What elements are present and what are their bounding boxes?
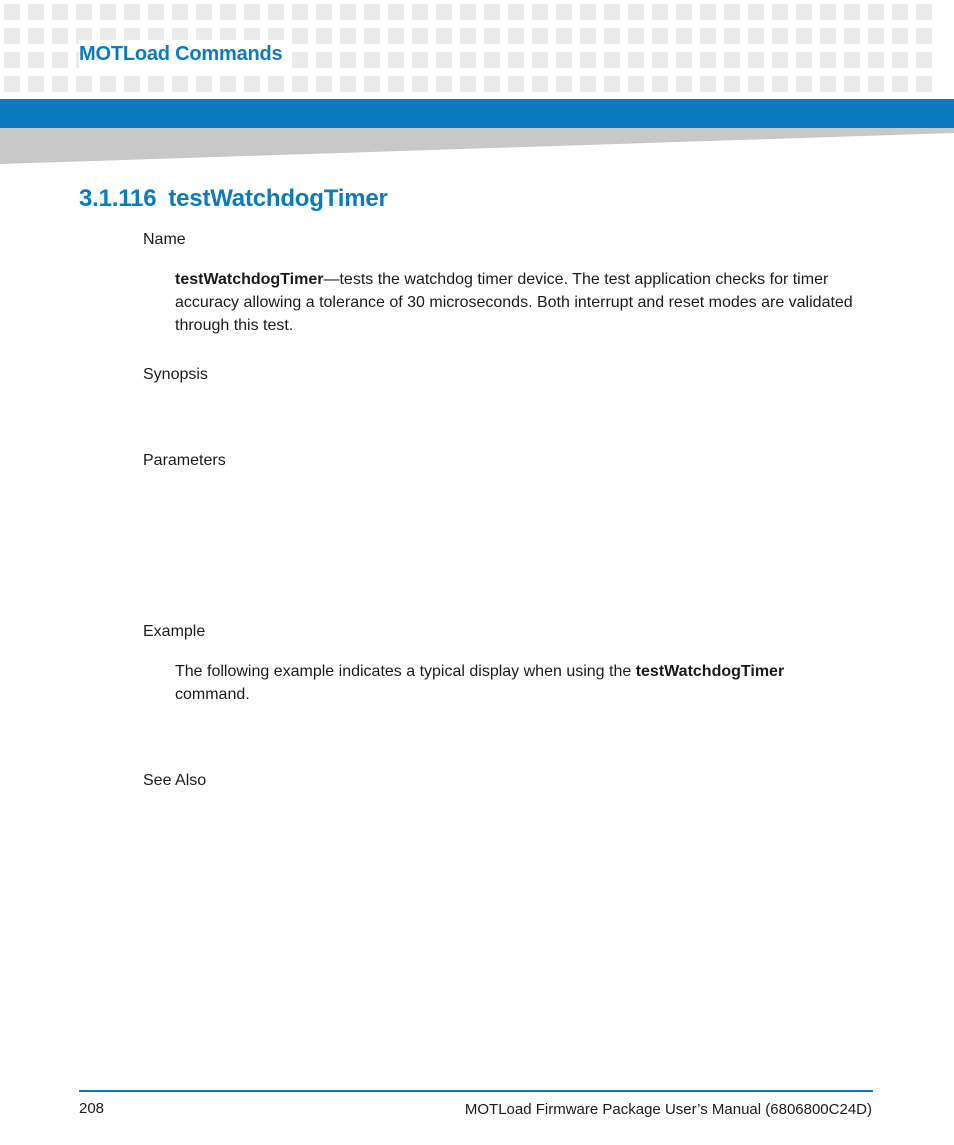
example-command-name: testWatchdogTimer — [635, 663, 785, 680]
pattern-square — [580, 4, 596, 20]
label-name: Name — [143, 231, 186, 248]
pattern-square — [268, 4, 284, 20]
pattern-square — [916, 4, 932, 20]
pattern-square — [364, 28, 380, 44]
pattern-square — [484, 4, 500, 20]
pattern-square — [700, 4, 716, 20]
pattern-square — [820, 28, 836, 44]
pattern-square — [124, 4, 140, 20]
example-text-before: The following example indicates a typical display when using the — [175, 663, 636, 680]
pattern-square — [28, 76, 44, 92]
pattern-square — [652, 4, 668, 20]
pattern-square — [364, 4, 380, 20]
pattern-square — [796, 52, 812, 68]
pattern-square — [700, 76, 716, 92]
pattern-square — [316, 28, 332, 44]
pattern-square — [628, 28, 644, 44]
pattern-square — [796, 28, 812, 44]
pattern-square — [124, 76, 140, 92]
pattern-square — [652, 52, 668, 68]
label-example: Example — [143, 623, 206, 640]
pattern-square — [292, 76, 308, 92]
pattern-square — [436, 52, 452, 68]
pattern-square — [652, 76, 668, 92]
pattern-square — [4, 4, 20, 20]
pattern-square — [508, 28, 524, 44]
pattern-square — [292, 52, 308, 68]
pattern-square — [148, 76, 164, 92]
manual-title: MOTLoad Firmware Package User’s Manual (6806800C24D) — [464, 1101, 872, 1118]
pattern-square — [532, 76, 548, 92]
pattern-square — [532, 28, 548, 44]
pattern-square — [556, 52, 572, 68]
pattern-square — [604, 28, 620, 44]
pattern-square — [580, 28, 596, 44]
pattern-square — [508, 76, 524, 92]
header-wedge — [0, 128, 954, 164]
pattern-square — [244, 4, 260, 20]
pattern-square — [676, 76, 692, 92]
pattern-square — [676, 52, 692, 68]
pattern-square — [868, 4, 884, 20]
pattern-square — [196, 76, 212, 92]
pattern-square — [892, 76, 908, 92]
pattern-square — [28, 52, 44, 68]
header-band — [0, 99, 954, 128]
pattern-square — [412, 52, 428, 68]
pattern-square — [172, 4, 188, 20]
label-synopsis: Synopsis — [143, 366, 208, 383]
pattern-square — [724, 76, 740, 92]
pattern-square — [772, 76, 788, 92]
pattern-square — [292, 28, 308, 44]
pattern-square — [508, 4, 524, 20]
pattern-square — [340, 76, 356, 92]
section-number: 3.1.116 — [79, 185, 157, 212]
pattern-square — [628, 52, 644, 68]
pattern-square — [868, 52, 884, 68]
pattern-square — [652, 28, 668, 44]
pattern-square — [460, 4, 476, 20]
pattern-square — [700, 28, 716, 44]
pattern-square — [748, 4, 764, 20]
pattern-square — [100, 4, 116, 20]
pattern-square — [868, 76, 884, 92]
pattern-square — [100, 76, 116, 92]
pattern-square — [844, 4, 860, 20]
pattern-square — [724, 4, 740, 20]
pattern-square — [556, 28, 572, 44]
pattern-square — [484, 76, 500, 92]
pattern-square — [916, 28, 932, 44]
pattern-square — [364, 76, 380, 92]
pattern-square — [148, 4, 164, 20]
pattern-square — [340, 52, 356, 68]
pattern-square — [316, 76, 332, 92]
pattern-square — [748, 76, 764, 92]
pattern-square — [484, 52, 500, 68]
pattern-square — [220, 4, 236, 20]
pattern-square — [388, 52, 404, 68]
pattern-square — [532, 52, 548, 68]
pattern-square — [316, 4, 332, 20]
pattern-square — [196, 4, 212, 20]
pattern-square — [460, 28, 476, 44]
pattern-square — [52, 76, 68, 92]
pattern-square — [724, 28, 740, 44]
pattern-square — [556, 4, 572, 20]
pattern-square — [4, 28, 20, 44]
pattern-square — [52, 28, 68, 44]
pattern-square — [580, 52, 596, 68]
pattern-square — [868, 28, 884, 44]
pattern-square — [820, 52, 836, 68]
pattern-square — [412, 28, 428, 44]
pattern-square — [340, 4, 356, 20]
pattern-square — [892, 52, 908, 68]
name-description — [175, 268, 875, 337]
pattern-square — [604, 52, 620, 68]
example-description — [175, 660, 835, 706]
pattern-square — [28, 4, 44, 20]
pattern-square — [844, 28, 860, 44]
pattern-square — [460, 52, 476, 68]
pattern-square — [388, 28, 404, 44]
example-text-after: command. — [175, 686, 250, 703]
pattern-square — [916, 52, 932, 68]
pattern-square — [244, 76, 260, 92]
pattern-square — [412, 76, 428, 92]
pattern-square — [76, 4, 92, 20]
pattern-square — [700, 52, 716, 68]
pattern-square — [844, 52, 860, 68]
pattern-square — [460, 76, 476, 92]
pattern-square — [820, 4, 836, 20]
pattern-square — [388, 4, 404, 20]
pattern-square — [796, 4, 812, 20]
label-parameters: Parameters — [143, 452, 226, 469]
pattern-square — [220, 76, 236, 92]
pattern-square — [676, 4, 692, 20]
pattern-square — [820, 76, 836, 92]
footer-rule — [79, 1090, 873, 1092]
pattern-square — [916, 76, 932, 92]
pattern-square — [292, 4, 308, 20]
label-see-also: See Also — [143, 772, 207, 789]
section-title: testWatchdogTimer — [168, 185, 388, 212]
pattern-square — [436, 28, 452, 44]
pattern-square — [772, 28, 788, 44]
name-description-text: —tests the watchdog timer device. The test application checks for timer accuracy allowing a tolerance of 30 microseconds. Both interrupt and reset modes are validated through this test. — [175, 271, 853, 334]
pattern-square — [52, 52, 68, 68]
pattern-square — [340, 28, 356, 44]
pattern-square — [628, 76, 644, 92]
pattern-square — [892, 4, 908, 20]
pattern-square — [268, 76, 284, 92]
pattern-square — [724, 52, 740, 68]
pattern-square — [796, 76, 812, 92]
pattern-square — [76, 76, 92, 92]
pattern-square — [556, 76, 572, 92]
pattern-square — [772, 4, 788, 20]
page-number: 208 — [79, 1100, 105, 1117]
pattern-square — [532, 4, 548, 20]
pattern-square — [484, 28, 500, 44]
pattern-square — [748, 28, 764, 44]
pattern-square — [844, 76, 860, 92]
pattern-square — [52, 4, 68, 20]
pattern-square — [628, 4, 644, 20]
pattern-square — [772, 52, 788, 68]
pattern-square — [748, 52, 764, 68]
pattern-square — [172, 76, 188, 92]
pattern-square — [412, 4, 428, 20]
section-heading — [79, 183, 388, 215]
pattern-square — [4, 52, 20, 68]
pattern-square — [316, 52, 332, 68]
pattern-square — [436, 76, 452, 92]
pattern-square — [388, 76, 404, 92]
pattern-square — [436, 4, 452, 20]
command-name: testWatchdogTimer — [175, 271, 324, 288]
pattern-square — [580, 76, 596, 92]
pattern-square — [604, 4, 620, 20]
chapter-title: MOTLoad Commands — [79, 40, 284, 68]
pattern-square — [28, 28, 44, 44]
pattern-square — [4, 76, 20, 92]
pattern-square — [676, 28, 692, 44]
pattern-square — [364, 52, 380, 68]
pattern-square — [892, 28, 908, 44]
pattern-square — [604, 76, 620, 92]
pattern-square — [508, 52, 524, 68]
